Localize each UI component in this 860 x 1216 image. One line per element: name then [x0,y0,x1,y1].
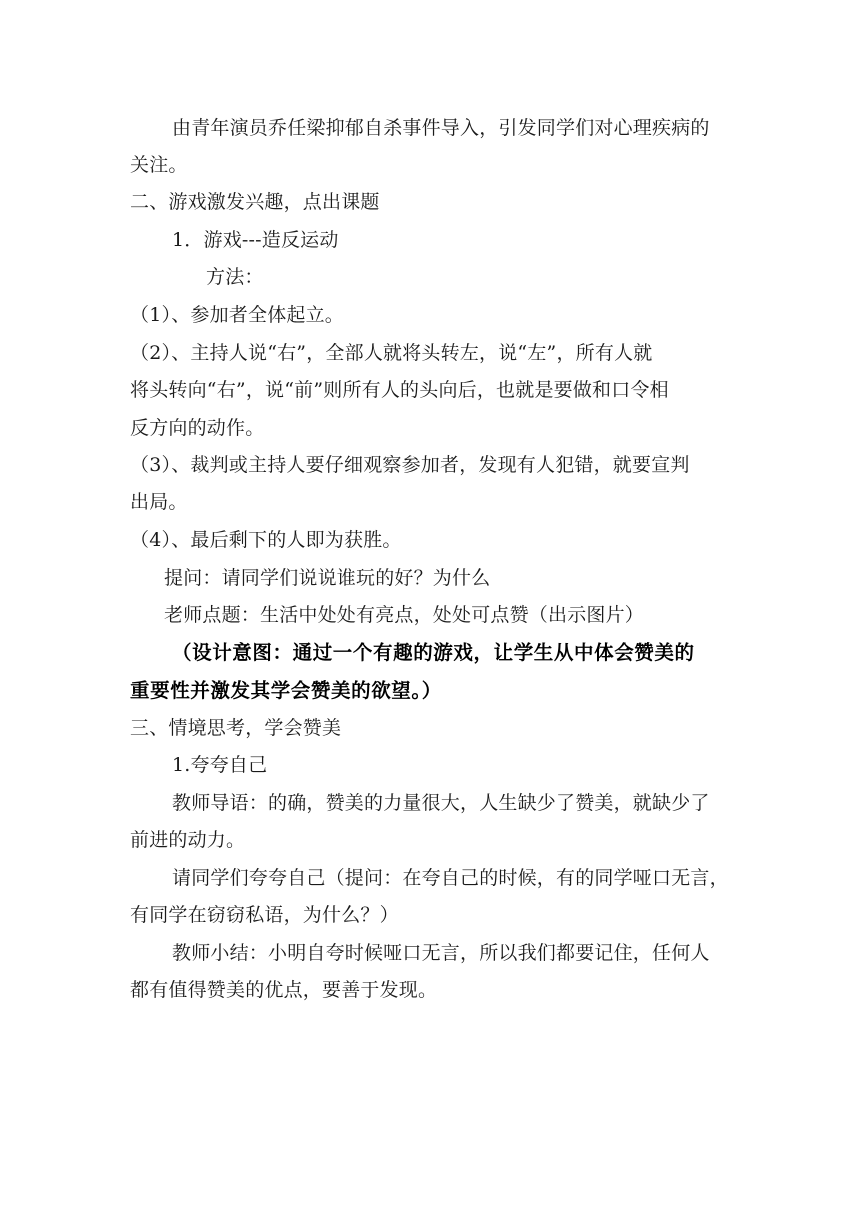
teacher-summary-line-2: 都有值得赞美的优点，要善于发现。 [130,979,438,1001]
section-heading-2: 二、游戏激发兴趣，点出课题 [130,191,380,213]
paragraph-intro-line-2: 关注。 [130,154,188,176]
rule-2-line-3: 反方向的动作。 [130,417,265,439]
rule-3-line-1: （3）、裁判或主持人要仔细观察参加者，发现有人犯错，就要宣判 [130,454,690,476]
praise-self-line-1: 请同学们夸夸自己（提问：在夸自己的时候，有的同学哑口无言， [172,867,729,889]
teacher-guide-line-2: 前进的动力。 [130,829,246,851]
method-label: 方法： [206,266,264,288]
section-heading-3: 三、情境思考，学会赞美 [130,717,342,739]
design-intent-line-2: 重要性并激发其学会赞美的欲望。） [130,679,442,702]
teacher-summary-line-1: 教师小结：小明自夸时候哑口无言，所以我们都要记住，任何人 [172,942,710,964]
design-intent-line-1: （设计意图：通过一个有趣的游戏，让学生从中体会赞美的 [172,641,695,664]
subheading-game: 1．游戏---造反运动 [172,229,339,251]
teacher-guide-line-1: 教师导语：的确，赞美的力量很大，人生缺少了赞美，就缺少了 [172,792,710,814]
praise-self-line-2: 有同学在窃窃私语，为什么？） [130,904,399,926]
rule-2-line-2: 将头转向“右”，说“前”则所有人的头向后，也就是要做和口令相 [130,379,669,401]
question-line: 提问：请同学们说说谁玩的好？为什么 [164,567,491,589]
rule-3-line-2: 出局。 [130,491,188,513]
subheading-praise-self: 1.夸夸自己 [172,754,268,776]
paragraph-intro-line-1: 由青年演员乔任梁抑郁自杀事件导入，引发同学们对心理疾病的 [172,117,710,139]
rule-4: （4）、最后剩下的人即为获胜。 [130,529,402,551]
rule-2-line-1: （2）、主持人说“右”，全部人就将头转左，说“左”，所有人就 [130,342,653,364]
teacher-point-line: 老师点题：生活中处处有亮点，处处可点赞（出示图片） [164,604,645,626]
rule-1: （1）、参加者全体起立。 [130,304,344,326]
